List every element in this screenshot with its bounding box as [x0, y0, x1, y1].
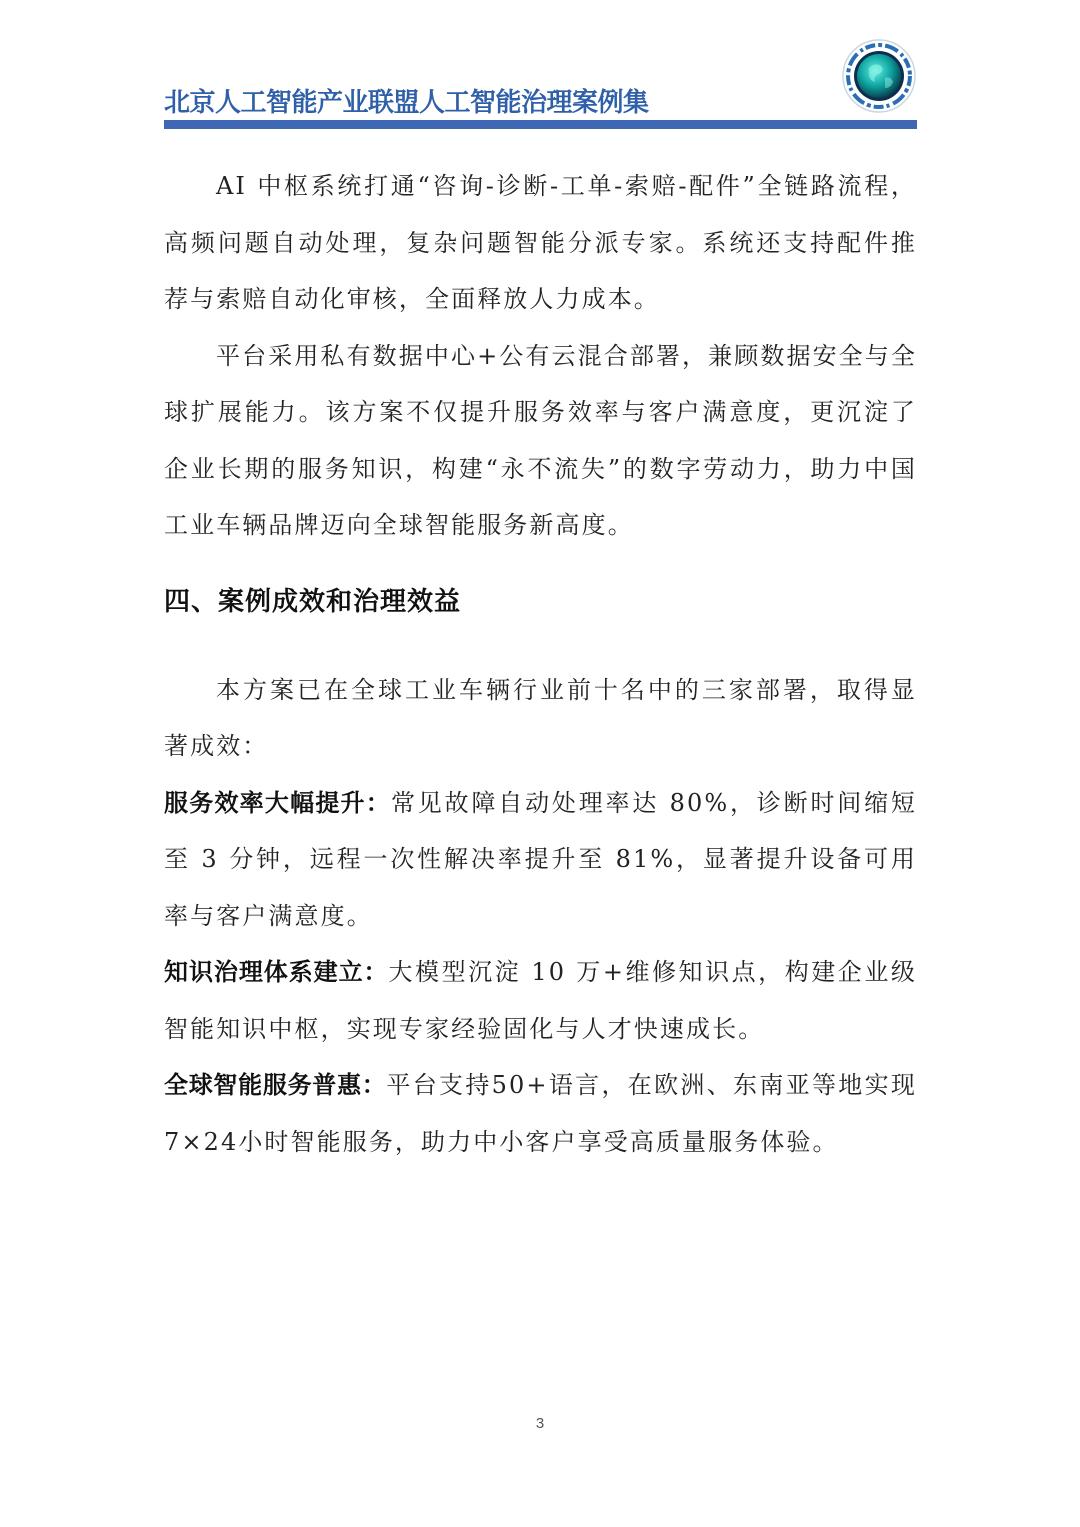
result-item-efficiency [164, 775, 917, 945]
result-label: 服务效率大幅提升： [164, 788, 391, 817]
result-item-global [164, 1057, 917, 1170]
result-text: 平台支持50+语言，在欧洲、东南亚等地实现7×24小时智能服务，助力中小客户享受高质量服务体验。 [164, 1071, 918, 1156]
section-intro: 本方案已在全球工业车辆行业前十名中的三家部署，取得显著成效： [164, 675, 917, 760]
document-series-title: 北京人工智能产业联盟人工智能治理案例集 [164, 88, 649, 118]
header-rule [164, 120, 917, 129]
result-label: 全球智能服务普惠： [164, 1071, 387, 1099]
section-heading: 四、案例成效和治理效益 [164, 586, 462, 617]
result-label: 知识治理体系建立： [164, 958, 389, 986]
result-text: 常见故障自动处理率达 80%，诊断时间缩短至 3 分钟，远程一次性解决率提升至 81%，显著提升设备可用率与客户满意度。 [164, 788, 918, 930]
paragraph-ai-hub: AI 中枢系统打通“咨询-诊断-工单-索赔-配件”全链路流程，高频问题自动处理，复杂问题智能分派专家。系统还支持配件推荐与索赔自动化审核，全面释放人力成本。 [164, 172, 917, 313]
result-text: 大模型沉淀 10 万+维修知识点，构建企业级智能知识中枢，实现专家经验固化与人才快速成长。 [164, 958, 917, 1043]
globe-emblem-icon [841, 38, 917, 114]
result-item-knowledge [164, 944, 917, 1057]
document-body [164, 158, 917, 1170]
section-heading-wrapper [164, 582, 917, 622]
page-number: 3 [535, 1415, 545, 1432]
paragraph-deployment: 平台采用私有数据中心+公有云混合部署，兼顾数据安全与全球扩展能力。该方案不仅提升服务效率与客户满意度，更沉淀了企业长期的服务知识，构建“永不流失”的数字劳动力，助力中国工业车辆品牌迈向全球智能服务新高度。 [164, 341, 917, 539]
page-header [164, 40, 917, 130]
